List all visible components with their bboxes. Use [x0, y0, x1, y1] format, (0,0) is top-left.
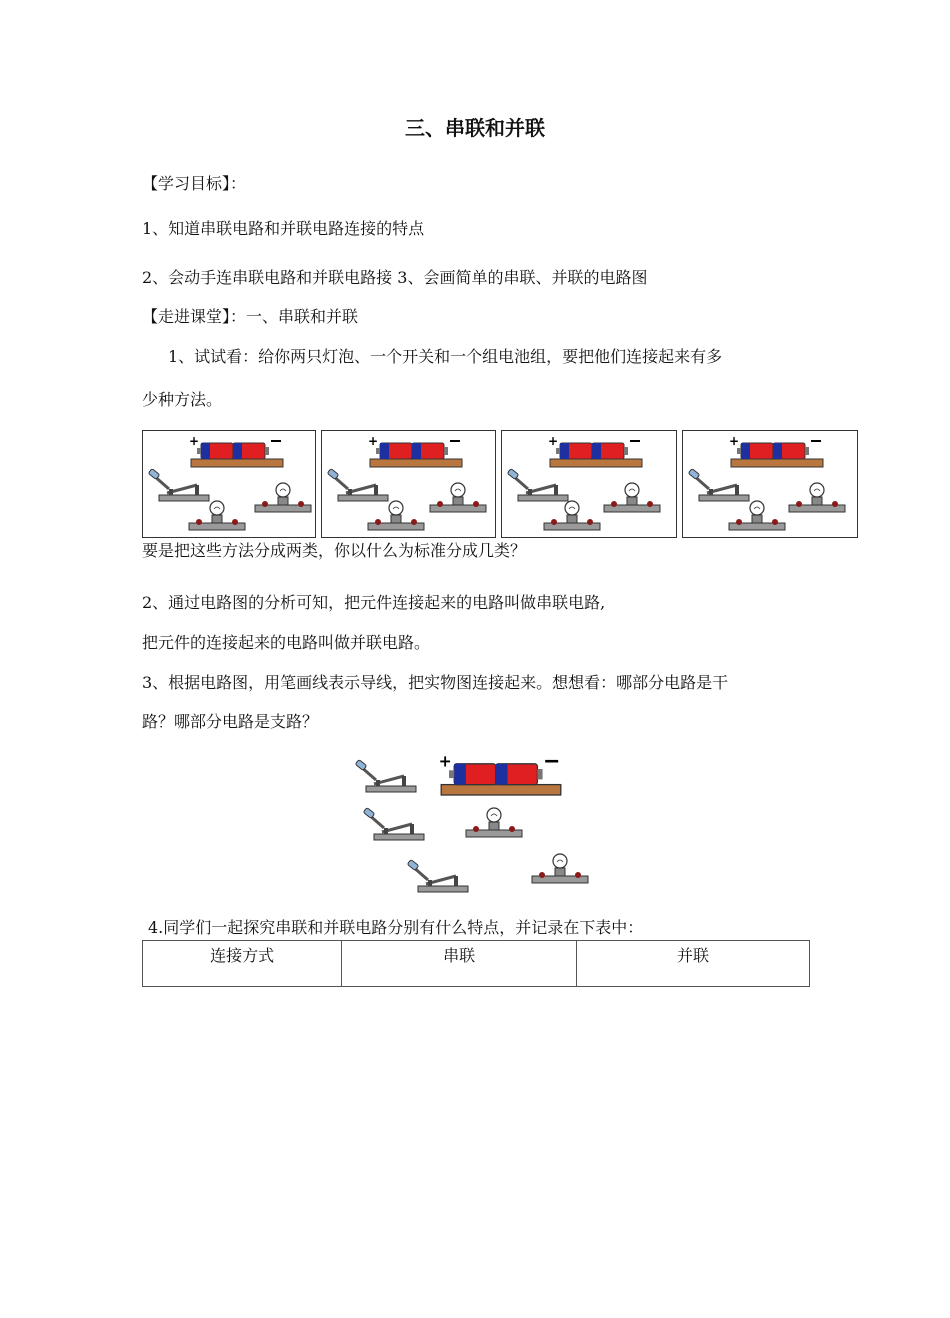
knife-switch-icon [363, 808, 424, 840]
light-bulb-icon [789, 483, 845, 512]
battery-pack-icon [189, 434, 283, 467]
light-bulb-icon [532, 854, 588, 883]
knife-switch-icon [507, 469, 568, 501]
knife-switch-icon [148, 469, 209, 501]
question-4: 4.同学们一起探究串联和并联电路分别有什么特点，并记录在下表中： [148, 918, 644, 937]
table-header-parallel: 并联 [577, 941, 810, 987]
battery-pack-icon [368, 434, 462, 467]
components-illustration [322, 431, 495, 537]
circuit-panel-2 [321, 430, 496, 538]
circuit-panel-1 [142, 430, 316, 538]
question-2-line-1: 2、通过电路图的分析可知，把元件连接起来的电路叫做串联电路, [142, 593, 606, 612]
knife-switch-icon [688, 469, 749, 501]
question-2-line-2: 把元件的连接起来的电路叫做并联电路。 [142, 633, 431, 652]
circuit-panel-4 [682, 430, 858, 538]
knife-switch-icon [407, 860, 468, 892]
question-3-line-1: 3、根据电路图，用笔画线表示导线，把实物图连接起来。想想看：哪部分电路是干 [142, 673, 729, 692]
objectives-header: 【学习目标】： [142, 174, 247, 193]
light-bulb-icon [430, 483, 486, 512]
objective-2: 2、会动手连串联电路和并联电路接 3、会画简单的串联、并联的电路图 [142, 268, 648, 287]
question-1-line-1: 1、试试看：给你两只灯泡、一个开关和一个组电池组，要把他们连接起来有多 [168, 347, 723, 366]
battery-pack-icon [729, 434, 823, 467]
objective-1: 1、知道串联电路和并联电路连接的特点 [142, 219, 425, 238]
question-3-line-2: 路？哪部分电路是支路？ [142, 712, 319, 731]
light-bulb-icon [729, 501, 785, 530]
record-table [142, 940, 810, 987]
components-illustration [502, 431, 676, 537]
battery-pack-icon [439, 756, 561, 795]
light-bulb-icon [368, 501, 424, 530]
light-bulb-icon [189, 501, 245, 530]
components-illustration [143, 431, 315, 537]
page-title: 三、串联和并联 [405, 116, 545, 140]
light-bulb-icon [255, 483, 311, 512]
table-header-series: 串联 [342, 941, 577, 987]
question-1-line-2: 少种方法。 [142, 390, 223, 409]
knife-switch-icon [355, 760, 416, 792]
light-bulb-icon [604, 483, 660, 512]
circuit-panel-3 [501, 430, 677, 538]
table-header-method: 连接方式 [143, 941, 342, 987]
light-bulb-icon [544, 501, 600, 530]
wiring-exercise-illustration [352, 756, 602, 902]
classroom-header: 【走进课堂】：一、串联和并联 [142, 307, 359, 326]
table-row [143, 941, 810, 987]
knife-switch-icon [327, 469, 388, 501]
light-bulb-icon [466, 808, 522, 837]
battery-pack-icon [548, 434, 642, 467]
question-1-followup: 要是把这些方法分成两类，你以什么为标准分成几类？ [142, 541, 527, 560]
components-illustration [683, 431, 857, 537]
